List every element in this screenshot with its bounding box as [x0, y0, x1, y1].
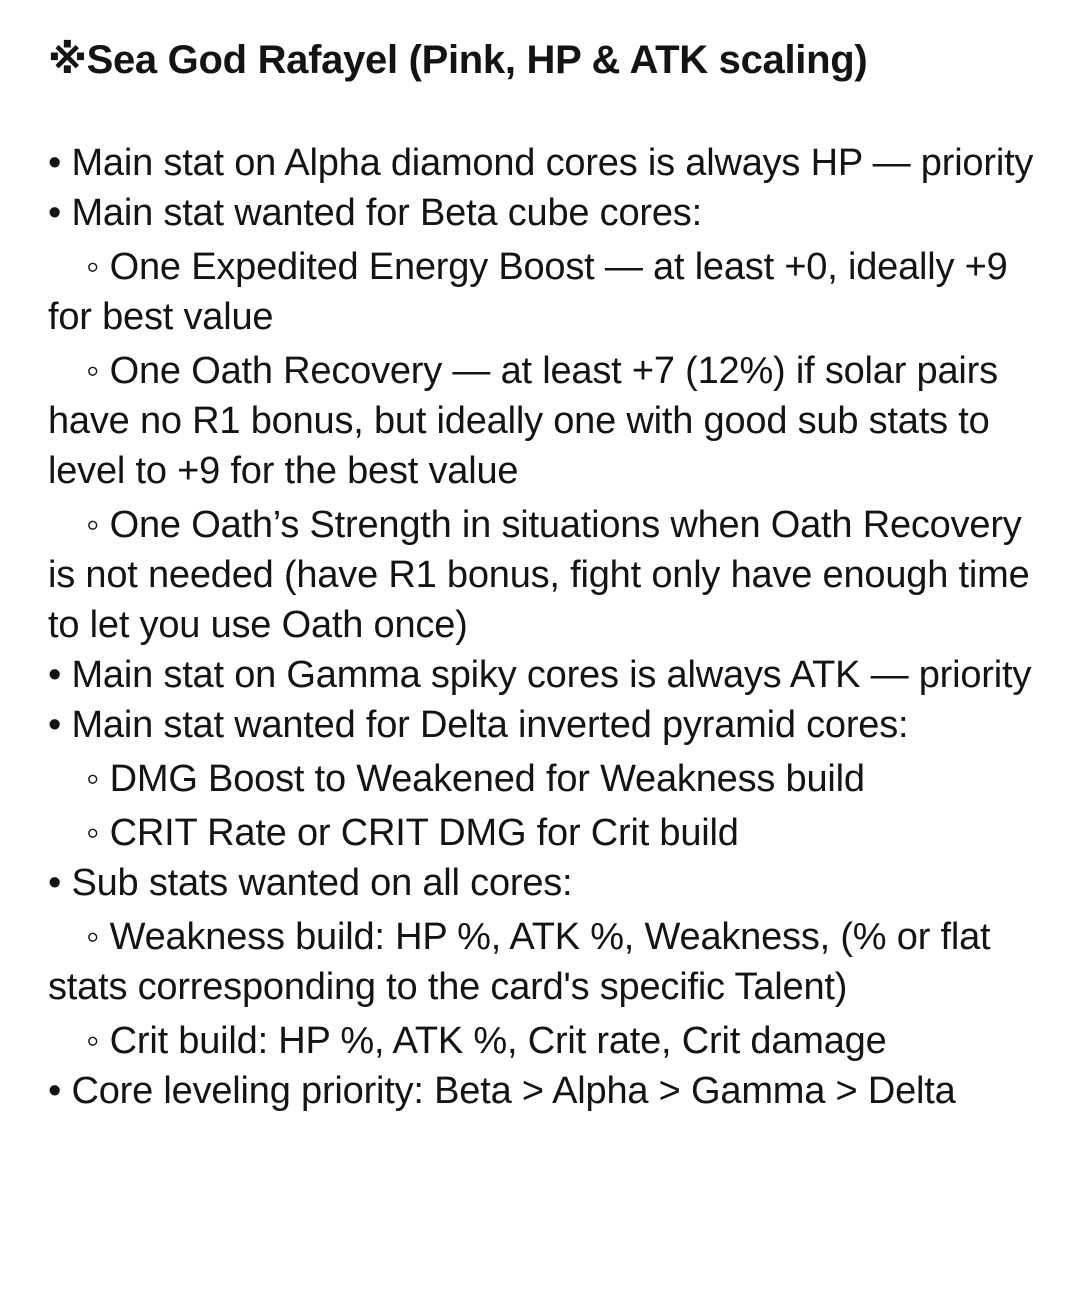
sub-item-oath-strength [48, 500, 1038, 650]
list-item-text: Weakness build: HP %, ATK %, Weakness, (% or flat stats corresponding to the card's specific Talent) [48, 916, 991, 1008]
list-item-text: Main stat on Gamma spiky cores is always ATK — priority [71, 654, 1032, 696]
list-item-sub-stats [48, 858, 1038, 908]
sub-bullet-marker: ◦ [86, 246, 100, 288]
list-item-text: Main stat wanted for Beta cube cores: [71, 192, 702, 234]
list-item-text: Main stat wanted for Delta inverted pyramid cores: [71, 704, 909, 746]
list-item-text: CRIT Rate or CRIT DMG for Crit build [109, 812, 739, 854]
sub-item-energy-boost [48, 242, 1038, 342]
list-item-delta-main-stat [48, 700, 1038, 750]
sub-item-weakness-build-subs [48, 912, 1038, 1012]
list-item-text: One Oath’s Strength in situations when Oath Recovery is not needed (have R1 bonus, fight only have enough time to let you use Oath once) [48, 504, 1030, 646]
list-item-gamma-main-stat [48, 650, 1038, 700]
sub-item-crit-build-main [48, 808, 1038, 858]
list-item-text: Crit build: HP %, ATK %, Crit rate, Crit damage [109, 1020, 887, 1062]
list-item-text: Core leveling priority: Beta > Alpha > Gamma > Delta [71, 1070, 956, 1112]
list-item-text: One Expedited Energy Boost — at least +0, ideally +9 for best value [48, 246, 1008, 338]
bullet-marker: • [48, 142, 62, 184]
sub-bullet-marker: ◦ [86, 350, 100, 392]
bullet-marker: • [48, 654, 62, 696]
note-content [48, 34, 1038, 1116]
list-item-beta-main-stat [48, 188, 1038, 238]
list-item-text: One Oath Recovery — at least +7 (12%) if solar pairs have no R1 bonus, but ideally one with good sub stats to level to +9 for the best value [48, 350, 998, 492]
sub-bullet-marker: ◦ [86, 758, 100, 800]
sub-bullet-marker: ◦ [86, 504, 100, 546]
bullet-marker: • [48, 862, 62, 904]
list-item-text: DMG Boost to Weakened for Weakness build [109, 758, 865, 800]
sub-item-crit-build-subs [48, 1016, 1038, 1066]
list-item-text: Main stat on Alpha diamond cores is always HP — priority [71, 142, 1034, 184]
bullet-marker: • [48, 704, 62, 746]
sub-item-weakness-build-main [48, 754, 1038, 804]
sub-bullet-marker: ◦ [86, 1020, 100, 1062]
bullet-marker: • [48, 1070, 62, 1112]
bullet-marker: • [48, 192, 62, 234]
list-item-text: Sub stats wanted on all cores: [71, 862, 573, 904]
sub-item-oath-recovery [48, 346, 1038, 496]
list-item-leveling-priority [48, 1066, 1038, 1116]
list-item-alpha-main-stat [48, 138, 1038, 188]
page-title: ※Sea God Rafayel (Pink, HP & ATK scaling) [48, 38, 868, 82]
sub-bullet-marker: ◦ [86, 916, 100, 958]
sub-bullet-marker: ◦ [86, 812, 100, 854]
